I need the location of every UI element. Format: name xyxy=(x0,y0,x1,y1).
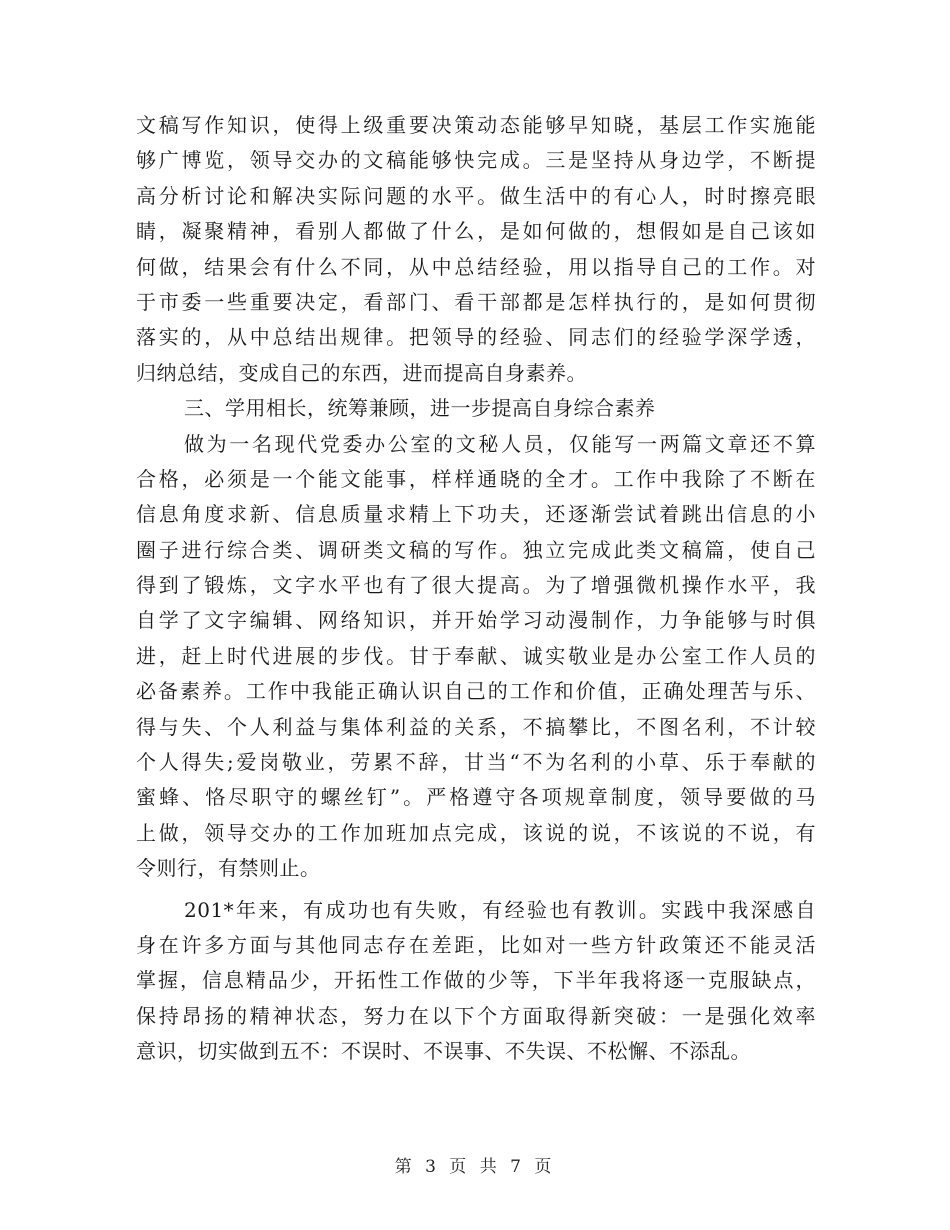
text-line: 于市委一些重要决定，看部门、看干部都是怎样执行的，是如何贯彻 xyxy=(136,289,816,314)
section-heading: 三、学用相长，统筹兼顾，进一步提高自身综合素养 xyxy=(184,396,656,421)
text-line: 身在许多方面与其他同志存在差距，比如对一些方针政策还不能灵活 xyxy=(136,932,816,957)
text-line: 够广博览，领导交办的文稿能够快完成。三是坚持从身边学，不断提 xyxy=(136,148,816,173)
text-line: 个人得失;爱岗敬业，劳累不辞，甘当“不为名利的小草、乐于奉献的 xyxy=(136,750,816,775)
text-line: 蜜蜂、恪尽职守的螺丝钉”。严格遵守各项规章制度，领导要做的马 xyxy=(136,785,816,810)
text-line: 上做，领导交办的工作加班加点完成，该说的说，不该说的不说，有 xyxy=(136,820,816,845)
text-line: 令则行，有禁则止。 xyxy=(136,856,321,881)
text-line: 201*年来，有成功也有失败，有经验也有教训。实践中我深感自 xyxy=(184,897,816,922)
paragraph-3 xyxy=(136,893,816,1070)
text-line: 意识，切实做到五不：不误时、不误事、不失误、不松懈、不添乱。 xyxy=(136,1039,751,1064)
text-line: 何做，结果会有什么不同，从中总结经验，用以指导自己的工作。对 xyxy=(136,254,816,279)
text-line: 睛，凝聚精神，看别人都做了什么，是如何做的，想假如是自己该如 xyxy=(136,219,816,244)
text-line: 得到了锻炼，文字水平也有了很大提高。为了增强微机操作水平，我 xyxy=(136,573,816,598)
document-body xyxy=(136,108,816,1070)
text-line: 高分析讨论和解决实际问题的水平。做生活中的有心人，时时擦亮眼 xyxy=(136,183,816,208)
text-line: 自学了文字编辑、网络知识，并开始学习动漫制作，力争能够与时俱 xyxy=(136,608,816,633)
text-line: 归纳总结，变成自己的东西，进而提高自身素养。 xyxy=(136,360,587,385)
text-line: 合格，必须是一个能文能事，样样通晓的全才。工作中我除了不断在 xyxy=(136,466,816,491)
text-line: 必备素养。工作中我能正确认识自己的工作和价值，正确处理苦与乐、 xyxy=(136,679,816,704)
text-line: 掌握，信息精品少，开拓性工作做的少等，下半年我将逐一克服缺点， xyxy=(136,968,816,993)
text-line: 保持昂扬的精神状态，努力在以下个方面取得新突破：一是强化效率 xyxy=(136,1003,816,1028)
text-line: 圈子进行综合类、调研类文稿的写作。独立完成此类文稿篇，使自己 xyxy=(136,537,816,562)
paragraph-1 xyxy=(136,108,816,391)
paragraph-2 xyxy=(136,427,816,887)
page-footer: 第 3 页 共 7 页 xyxy=(394,1157,556,1177)
text-line: 信息角度求新、信息质量求精上下功夫，还逐渐尝试着跳出信息的小 xyxy=(136,502,816,527)
text-line: 落实的，从中总结出规律。把领导的经验、同志们的经验学深学透， xyxy=(136,325,816,350)
text-line: 进，赶上时代进展的步伐。甘于奉献、诚实敬业是办公室工作人员的 xyxy=(136,643,816,668)
text-line: 文稿写作知识，使得上级重要决策动态能够早知晓，基层工作实施能 xyxy=(136,113,816,137)
text-line: 做为一名现代党委办公室的文秘人员，仅能写一两篇文章还不算 xyxy=(184,431,816,456)
text-line: 得与失、个人利益与集体利益的关系，不搞攀比，不图名利，不计较 xyxy=(136,714,816,739)
